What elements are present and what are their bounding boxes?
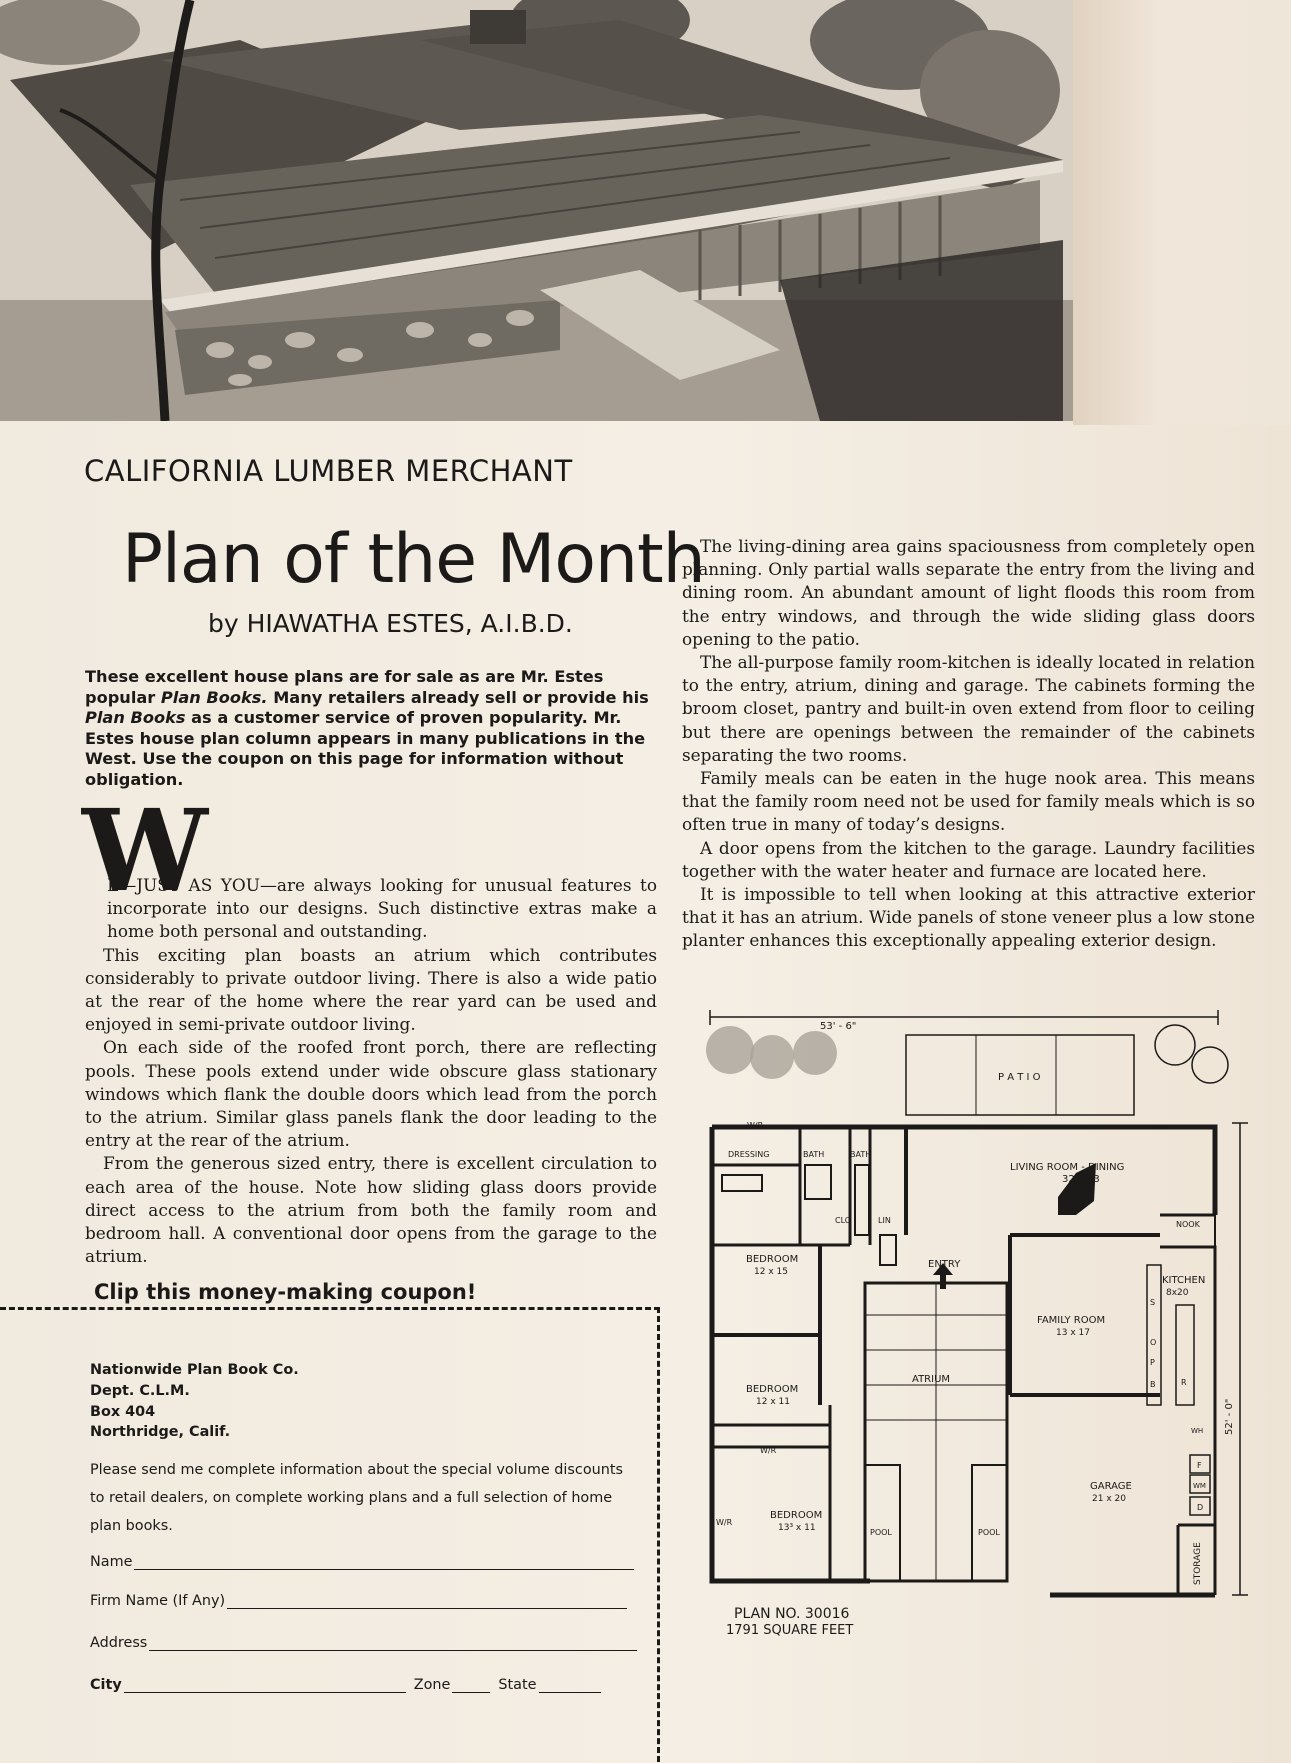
laundry-letter: F: [1197, 1461, 1202, 1470]
bath-label: BATH: [803, 1150, 825, 1159]
byline: by HIAWATHA ESTES, A.I.B.D.: [208, 609, 573, 638]
garage-label: GARAGE: [1090, 1481, 1132, 1492]
pool-west: [865, 1465, 900, 1581]
drop-cap: W: [82, 786, 208, 917]
pool-east: [972, 1465, 1007, 1581]
vanity: [722, 1175, 762, 1191]
nook-label: NOOK: [1176, 1220, 1200, 1229]
address-label: Address: [90, 1635, 148, 1651]
coupon-heading: Clip this money-making coupon!: [94, 1280, 477, 1304]
family-room-label: FAMILY ROOM: [1037, 1315, 1106, 1326]
article-right-column: [682, 535, 1255, 953]
state-line[interactable]: [539, 1676, 601, 1693]
bedroom-3-label: BEDROOM: [770, 1510, 823, 1521]
cabinet-letter: S: [1150, 1298, 1156, 1307]
kitchen-label: KITCHEN: [1162, 1275, 1206, 1286]
laundry-letter: WM: [1193, 1482, 1206, 1490]
cabinet-letter: B: [1150, 1380, 1156, 1389]
article-paragraph: From the generous sized entry, there is excellent circulation to each area of the house. Note how sliding glass doors provide direct access to the atrium from both the family room and bedroom hall. A conventional door opens from the garage to the atrium.: [85, 1153, 657, 1267]
name-line[interactable]: [134, 1553, 634, 1570]
bedroom-2-size: 12 x 11: [756, 1397, 790, 1407]
article-paragraph: A door opens from the kitchen to the garage. Laundry facilities together with the water heater and furnace are located here.: [682, 837, 1255, 881]
intro-text: These excellent house plans are for sale as are Mr. Estes popular: [85, 667, 604, 707]
page-title: Plan of the Month: [122, 520, 705, 599]
city-label: City: [90, 1677, 122, 1693]
address-line: Dept. C.L.M.: [90, 1382, 190, 1399]
pool-label: POOL: [978, 1528, 1000, 1537]
kitchen-size: 8x20: [1166, 1288, 1189, 1298]
article-paragraph: The all-purpose family room-kitchen is ideally located in relation to the entry, atrium, dining and garage. The cabinets forming the broom closet, pantry and built-in oven extend from floor to ceiling but there are openings between the remainder of the cabinets separating the two rooms.: [682, 652, 1255, 765]
width-dimension: 53' - 6": [820, 1021, 857, 1032]
cabinet-letter: R: [1181, 1378, 1187, 1387]
firm-name-label: Firm Name (If Any): [90, 1593, 226, 1609]
city-field[interactable]: [90, 1676, 601, 1693]
name-label: Name: [90, 1554, 133, 1570]
garage-size: 21 x 20: [1092, 1494, 1126, 1504]
intro-text: Many retailers already sell or provide his: [267, 687, 649, 707]
article-paragraph: It is impossible to tell when looking at this attractive exterior that it has an atrium. Wide panels of stone veneer plus a low stone planter enhances this exceptionally appealing exterior design.: [682, 884, 1255, 951]
cabinet-letter: P: [1150, 1358, 1155, 1367]
article-paragraph: Family meals can be eaten in the huge nook area. This means that the family room need not be used for family meals which is so often true in many of today’s designs.: [682, 768, 1255, 835]
intro-emphasis: Plan Books: [85, 708, 186, 727]
firm-name-field[interactable]: [90, 1592, 627, 1609]
bedroom-1-size: 12 x 15: [754, 1267, 788, 1277]
linen-label: LIN: [878, 1216, 891, 1225]
address-field[interactable]: [90, 1634, 637, 1651]
pool-label: POOL: [870, 1528, 892, 1537]
zone-label: Zone: [413, 1677, 451, 1693]
wr-label: W/R: [716, 1518, 733, 1527]
linen: [880, 1235, 896, 1265]
water-heater-label: WH: [1191, 1427, 1204, 1435]
family-room-size: 13 x 17: [1056, 1328, 1090, 1338]
intro-paragraph: [85, 667, 657, 790]
address-line: Nationwide Plan Book Co.: [90, 1362, 299, 1378]
square-footage: 1791 SQUARE FEET: [726, 1623, 854, 1638]
name-field[interactable]: [90, 1553, 634, 1570]
wr-label: W/R: [747, 1121, 764, 1130]
coupon-address: [90, 1360, 299, 1443]
zone-line[interactable]: [452, 1676, 490, 1693]
firm-name-line[interactable]: [227, 1592, 627, 1609]
landscape-trees: [706, 1025, 1228, 1083]
city-line[interactable]: [124, 1676, 406, 1693]
article-paragraph: The living-dining area gains spaciousness from completely open planning. Only partial walls separate the entry from the living and dining room. An abundant amount of light floods this room from the entry windows, and through the wide sliding glass doors opening to the patio.: [682, 536, 1255, 649]
page-edge: [1073, 0, 1291, 425]
address-line: Box 404: [90, 1403, 156, 1420]
bedroom-1-label: BEDROOM: [746, 1254, 799, 1265]
coupon-request-text: Please send me complete information about the special volume discounts to retail dealers, on complete working plans and a full selection of home plan books.: [90, 1462, 624, 1534]
magazine-name: CALIFORNIA LUMBER MERCHANT: [84, 454, 573, 488]
depth-dimension: 52' - 0": [1224, 1398, 1235, 1435]
plan-number: PLAN NO. 30016: [734, 1606, 850, 1622]
bedroom-3-size: 13³ x 11: [778, 1523, 816, 1533]
storage-label: STORAGE: [1193, 1542, 1203, 1585]
intro-emphasis: Plan Books.: [160, 687, 268, 707]
closet-label: CLO: [835, 1216, 852, 1225]
wr-label: W/R: [760, 1446, 777, 1455]
entry-label: ENTRY: [928, 1259, 961, 1270]
article-paragraph: E—JUST AS YOU—are always looking for unusual features to incorporate into our designs. Such distinctive extras make a home both personal and outstanding.: [107, 875, 657, 942]
bathtub: [805, 1165, 831, 1199]
tub: [855, 1165, 869, 1235]
living-room-label: LIVING ROOM - DINING: [1010, 1162, 1125, 1173]
intro-text: as a customer service of proven popularity. Mr. Estes house plan column appears in many publications in the West. Use the coupon on this page for information without obligation.: [85, 708, 646, 789]
floor-plan: [700, 1005, 1260, 1670]
article-paragraph: This exciting plan boasts an atrium which contributes considerably to private outdoor living. There is also a wide patio at the rear of the home where the rear yard can be used and enjoyed in semi-private outdoor living.: [85, 944, 657, 1035]
article-left-column: [85, 874, 657, 1268]
laundry-letter: D: [1197, 1503, 1204, 1512]
address-line-input[interactable]: [149, 1634, 637, 1651]
address-line: Northridge, Calif.: [90, 1424, 231, 1441]
cabinet-letter: O: [1150, 1338, 1157, 1347]
kitchen-counter: [1176, 1305, 1194, 1405]
bath-label: BATH: [850, 1150, 872, 1159]
atrium-label: ATRIUM: [912, 1374, 951, 1385]
patio-label: P A T I O: [998, 1072, 1041, 1083]
state-label: State: [498, 1677, 537, 1693]
exterior-wall-east: [1160, 1247, 1215, 1595]
article-paragraph: On each side of the roofed front porch, there are reflecting pools. These pools extend under wide obscure glass stationary windows which flank the double doors which lead from the porch to the atrium. Similar glass panels flank the door leading to the entry at the rear of the atrium.: [85, 1037, 657, 1151]
living-room-size: 32 x 13: [1062, 1174, 1100, 1185]
house-rendering: [0, 0, 1073, 421]
bedroom-2-label: BEDROOM: [746, 1384, 799, 1395]
dressing-label: DRESSING: [728, 1150, 770, 1159]
